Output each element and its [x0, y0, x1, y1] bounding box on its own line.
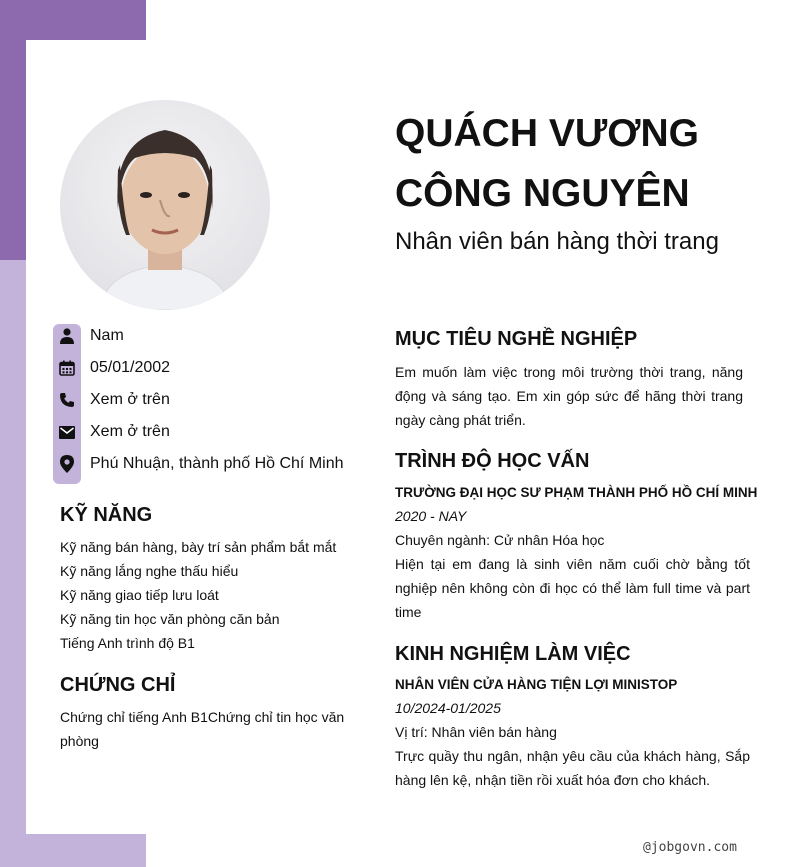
- objective-text: Em muốn làm việc trong môi trường thời trang, năng động và sáng tạo. Em xin góp sức để hãng thời trang ngày càng phát triển.: [395, 364, 743, 428]
- skills-heading: KỸ NĂNG: [60, 504, 153, 526]
- education-major: Chuyên ngành: Cử nhân Hóa học: [395, 532, 605, 548]
- location-pin-icon: [53, 448, 81, 480]
- birthday-text: 05/01/2002: [90, 359, 171, 376]
- experience-title: NHÂN VIÊN CỬA HÀNG TIỆN LỢI MINISTOP: [395, 677, 678, 692]
- calendar-icon: [53, 352, 81, 384]
- certificates-text: Chứng chỉ tiếng Anh B1Chứng chỉ tin học văn phòng: [60, 709, 345, 749]
- skills-list: [60, 535, 336, 655]
- name-line-1: QUÁCH VƯƠNG: [395, 112, 699, 155]
- experience-position: Vị trí: Nhân viên bán hàng: [395, 724, 557, 740]
- mail-icon: [53, 416, 81, 448]
- experience-period: 10/2024-01/2025: [395, 700, 501, 716]
- candidate-name: [395, 104, 775, 224]
- education-school: TRƯỜNG ĐẠI HỌC SƯ PHẠM THÀNH PHỐ HỒ CHÍ MINH: [395, 485, 758, 500]
- education-heading: TRÌNH ĐỘ HỌC VẤN: [395, 450, 590, 472]
- contact-gender: [53, 320, 383, 352]
- objective-heading: MỤC TIÊU NGHỀ NGHIỆP: [395, 328, 638, 350]
- skill-item: Tiếng Anh trình độ B1: [60, 635, 195, 651]
- experience-description: Trực quầy thu ngân, nhận yêu cầu của khách hàng, Sắp hàng lên kệ, nhận tiền rồi xuất hóa đơn cho khách.: [395, 748, 750, 788]
- profile-photo: [60, 100, 270, 310]
- watermark: @jobgovn.com: [643, 840, 737, 855]
- phone-text: Xem ở trên: [90, 391, 170, 408]
- education-description: Hiện tại em đang là sinh viên năm cuối chờ bằng tốt nghiệp nên không còn đi học có thể làm full time và part time: [395, 556, 750, 620]
- skill-item: Kỹ năng giao tiếp lưu loát: [60, 587, 219, 603]
- address-text: Phú Nhuận, thành phố Hồ Chí Minh: [90, 455, 344, 472]
- skill-item: Kỹ năng tin học văn phòng căn bản: [60, 611, 280, 627]
- contact-phone: [53, 384, 383, 416]
- skill-item: Kỹ năng bán hàng, bày trí sản phẩm bắt mắt: [60, 539, 337, 555]
- gender-text: Nam: [90, 327, 124, 344]
- skill-item: Kỹ năng lắng nghe thấu hiểu: [60, 563, 239, 579]
- phone-icon: [53, 384, 81, 416]
- name-line-2: CÔNG NGUYÊN: [395, 172, 690, 215]
- certificates-heading: CHỨNG CHỈ: [60, 674, 176, 696]
- email-text: Xem ở trên: [90, 423, 170, 440]
- education-period: 2020 - NAY: [395, 508, 467, 524]
- contact-address: [53, 448, 383, 480]
- contact-birthday: [53, 352, 383, 384]
- job-title: Nhân viên bán hàng thời trang: [395, 228, 719, 255]
- person-icon: [53, 320, 81, 352]
- experience-heading: KINH NGHIỆM LÀM VIỆC: [395, 643, 631, 665]
- contact-email: [53, 416, 383, 448]
